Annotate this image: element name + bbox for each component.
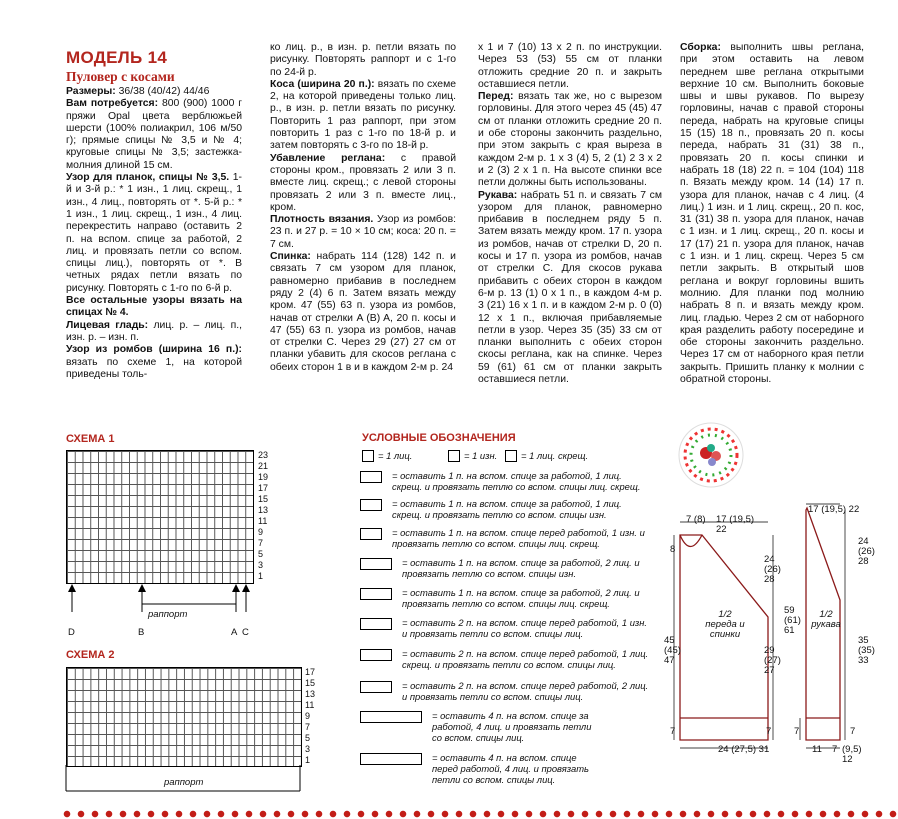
paragraph-heading: Сборка: <box>680 42 721 53</box>
arrow-d: D <box>68 627 75 638</box>
paragraph <box>270 79 456 153</box>
legend-symbol <box>448 450 460 462</box>
legend-symbol <box>360 681 392 693</box>
legend-item-text: = оставить 1 п. на вспом. спице за работой, 1 лиц. скрещ. и провязать петлю со вспом. спицы изн. <box>392 498 622 520</box>
schema2-grid <box>66 667 302 767</box>
legend-title: УСЛОВНЫЕ ОБОЗНАЧЕНИЯ <box>362 432 516 444</box>
row-number: 7 <box>305 722 311 732</box>
paragraph-text: 1-й и 3-й р.: * 1 изн., 1 лиц. скрещ., 1 изн., 4 лиц., повторять от *. 5-й р.: * 1 изн., 1 лиц. скрещ., 1 изн., 4 лиц. перекрестить направо (оставить 2 п. на вспом. спице за работой, 2 лиц. и провязать петли со вспом. спицы лиц.), повторять от *. В четных рядах петли вязать по рисунку. Повторять с 1-го по 6-й р. <box>66 172 242 294</box>
paragraph-heading: Вам потребуется: <box>66 98 159 110</box>
paragraph-text: вязать по схеме 2, на которой приведены только лиц. р., в изн. р. петли вязать по рисунку. Повторить 1 раз раппорт, при этом повторить 1 раз с 1-го по 18-й р. и затем повторять с 3-го по 18-й р. <box>270 78 456 152</box>
paragraph-heading: Спинка: <box>270 251 311 263</box>
body-29: 29 (27) 27 <box>764 645 781 676</box>
row-number: 15 <box>305 678 316 688</box>
legend-item-text: = оставить 1 п. на вспом. спице за работой, 1 лиц. скрещ. и провязать петлю со вспом. спицы лиц. скрещ. <box>392 470 641 492</box>
legend-item-text: = оставить 4 п. на вспом. спице за работой, 4 лиц. и провязать петли со вспом. спицы лиц. <box>432 710 592 743</box>
row-number: 15 <box>258 494 269 504</box>
sleeve-bottom-a: 11 <box>812 744 822 755</box>
legend-symbol <box>360 618 392 630</box>
legend-item-text: = оставить 1 п. на вспом. спице за работой, 2 лиц. и провязать петлю со вспом. спицы изн. <box>402 557 640 579</box>
paragraph <box>478 91 662 189</box>
legend-symbol <box>360 649 392 661</box>
paragraph-text: 36/38 (40/42) 44/46 <box>115 86 210 97</box>
paragraph-text: х 1 и 7 (10) 13 х 2 п. по инструкции. Через 53 (53) 55 см от планки отложить средние 20 п. и закрыть оставшиеся петли. <box>478 42 662 90</box>
legend-item-text: = оставить 2 п. на вспом. спице перед работой, 2 лиц. и провязать петли со вспом. спицы лиц. <box>402 680 649 702</box>
row-number: 13 <box>305 689 316 699</box>
sleeve-bottom-b: 7 <box>832 744 838 755</box>
sleeve-top: 17 (19,5) 22 <box>808 504 860 515</box>
sleeve-35: 35 (35) 33 <box>858 635 875 666</box>
body-left: 45 (45) 47 <box>664 635 681 666</box>
paragraph <box>66 295 242 320</box>
legend-basic-text: = 1 изн. <box>464 450 498 461</box>
body-8: 8 <box>670 544 676 555</box>
row-number: 11 <box>258 516 268 526</box>
row-number: 23 <box>258 450 269 460</box>
legend-basic-text: = 1 лиц. скрещ. <box>521 450 589 461</box>
arrow-b: B <box>138 627 145 638</box>
row-number: 5 <box>305 733 311 743</box>
arrow-c: C <box>242 627 249 638</box>
row-number: 9 <box>305 711 311 721</box>
schema2-rapport: раппорт <box>164 777 204 788</box>
row-number: 17 <box>258 483 269 493</box>
paragraph <box>270 153 456 214</box>
legend-item-text: = оставить 1 п. на вспом. спице перед работой, 1 изн. и провязать петлю со вспом. спицы лиц. скрещ. <box>392 527 645 549</box>
paragraph <box>680 42 864 386</box>
schema2-title: СХЕМА 2 <box>66 649 115 661</box>
legend-item-text: = оставить 4 п. на вспом. спице перед работой, 4 лиц. и провязать петли со вспом. спицы лиц. <box>432 752 589 785</box>
col-4 <box>680 42 864 386</box>
legend-symbol <box>360 471 382 483</box>
paragraph-text: с правой стороны кром., провязать 2 или 3 п. вместе лиц. скрещ.; с левой стороны провязать 2 или 3 п. вместе лиц., кром. <box>270 152 456 213</box>
row-number: 17 <box>305 667 316 677</box>
legend-symbol <box>360 528 382 540</box>
paragraph-heading: Плотность вязания. <box>270 214 374 226</box>
arrow-a: A <box>231 627 238 638</box>
paragraph-heading: Все остальные узоры вязать на спицах № 4. <box>66 295 242 319</box>
row-number: 3 <box>305 744 311 754</box>
body-59: 59 (61) 61 <box>784 605 801 636</box>
sleeve-7-left: 7 <box>794 726 800 737</box>
paragraph-text: Узор из ромбов: 23 п. и 27 р. = 10 × 10 см; коса: 20 п. = 7 см. <box>270 214 456 250</box>
paragraph <box>66 172 242 295</box>
row-number: 3 <box>258 560 264 570</box>
paragraph-text: ко лиц. р., в изн. р. петли вязать по рисунку. Повторять раппорт и с 1-го по 24-й р. <box>270 42 456 78</box>
paragraph-text: выполнить швы реглана, при этом оставить на левом переднем шве реглана открытыми верхние 10 см. Выполнить боковые швы и швы рукавов. По вырезу горловины, начав с правой стороны переда, набрать на круговые спицы 15 (15) 18 п., провязать 20 п. косы переда, набрать 31 (31) 38 п., провязать 20 п. косы спинки и набрать 18 (18) 22 п. = 104 (104) 118 п. Вязать между кром. 14 (14) 17 п. узора для планок, начав с 4 лиц. (4 лиц.) 1 изн. и 1 лиц. скрещ., 20 п. кос, 31 (31) 38 п. узора для планок, начав с 1 изн. и 1 лиц. скрещ., 20 п. косы и 17 (17) 21 п. узора для планок, начав с 1 изн. и 1 лиц. скрещ. Через 5 см петли закрыть. В открытый шов реглана и вокруг горловины вшить молнию. Для планки под молнию набрать 8 п. и вязать между кром. лиц. гладью. Через 2 см от наборного края разделить работу посередине и обе стороны закончить раздельно. Через 17 см от наборного края петли закрыть. Пришить планку к молнии с обратной стороны. <box>680 42 864 386</box>
legend-item-text: = оставить 1 п. на вспом. спице за работой, 2 лиц. и провязать петлю со вспом. спицы лиц. скрещ. <box>402 587 640 609</box>
body-bottom: 24 (27,5) 31 <box>718 744 770 755</box>
paragraph-heading: Перед: <box>478 91 514 103</box>
paragraph-text: лиц. р. – лиц. п., изн. р. – изн. п. <box>66 319 242 343</box>
paragraph-text: набрать 51 п. и связать 7 см узором для планок, равномерно прибавив в последнем ряду 5 п. Затем вязать между кром. 17 п. узора из ромбов, начав от стрелки D, 20 п. косы и 17 п. узора из ромбов, начав от стрелки C. Для скосов рукава прибавить с обеих сторон в каждом 6-м р. 13 (1) 0 х 1 п., в каждом 4-м р. 3 (21) 16 х 1 п. и в каждом 2-м р. 0 (0) 12 х 1 п., включая прибавляемые петли в узор. Через 35 (35) 33 см от планки выполнить с обеих сторон скосы реглана, как на спинке. Через 59 (61) 61 см от планки закрыть оставшиеся петли. <box>478 189 662 386</box>
sleeve-right-top: 24 (26) 28 <box>858 536 875 567</box>
schema1-title: СХЕМА 1 <box>66 433 115 445</box>
paragraph-text: набрать 114 (128) 142 п. и связать 7 см узором для планок, равномерно прибавив в последнем ряду 2 (4) 6 п. Затем вязать между кром. 47 (55) 63 п. узора из ромбов, начав от стрелки A (B) A, 20 п. косы и 47 (55) 63 п. узора из ромбов, начав от стрелки C. Через 29 (27) 27 см от планки убавить для скосов реглана с обеих сторон 1 в и в каждом 2-м р. 24 <box>270 251 456 373</box>
body-top-left: 7 (8) <box>686 514 706 525</box>
row-number: 1 <box>305 755 311 765</box>
paragraph-heading: Лицевая гладь: <box>66 319 149 331</box>
model-title: МОДЕЛЬ 14 <box>66 48 168 67</box>
col-3 <box>478 42 662 386</box>
schema1-grid <box>66 450 254 584</box>
legend-symbol <box>360 558 392 570</box>
flower-logo <box>676 420 746 490</box>
body-label: 1/2 переда и спинки <box>705 609 745 640</box>
sleeve-bottom-c: (9,5) 12 <box>842 744 862 765</box>
row-number: 19 <box>258 472 269 482</box>
paragraph <box>66 320 242 345</box>
paragraph-text: вязать так же, но с вырезом горловины. Для этого через 45 (45) 47 см от планки отложить средние 20 п. и обе стороны закончить раздельно, при этом закрыть с края выреза в каждом 2-м р. 1 х 3 (4) 5, 2 (1) 2 3 х 2 и 2 (3) 2 х 1 п. На высоте спинки все петли должны быть использованы. <box>478 91 662 189</box>
body-top-mid: 17 (19,5) 22 <box>716 514 755 535</box>
paragraph-heading: Узор для планок, спицы № 3,5. <box>66 172 230 184</box>
legend-item-text: = оставить 2 п. на вспом. спице перед работой, 1 лиц. скрещ. и провязать петли со вспом. спицы лиц. <box>402 648 649 670</box>
row-number: 1 <box>258 571 264 581</box>
paragraph <box>66 344 242 381</box>
model-subtitle: Пуловер с косами <box>66 69 175 84</box>
paragraph <box>478 190 662 387</box>
paragraph-text: 800 (900) 1000 г пряжи Opal цвета верблюжьей шерсти (100% полиакрил, 106 м/50 г); прямые спицы № 3,5 и № 4; круговые спицы № 3,5; застежка-молния длиной 15 см. <box>66 98 243 171</box>
legend-symbol <box>360 588 392 600</box>
body-7-right: 7 <box>766 726 772 737</box>
col-1 <box>66 48 242 381</box>
paragraph <box>270 42 456 79</box>
row-number: 11 <box>305 700 315 710</box>
legend-basic-text: = 1 лиц. <box>378 450 413 461</box>
paragraph-heading: Убавление реглана: <box>270 152 386 164</box>
paragraph <box>270 214 456 251</box>
legend-symbol <box>360 753 422 765</box>
paragraph-text: вязать по схеме 1, на которой приведены толь- <box>66 356 242 380</box>
body-right-top: 24 (26) 28 <box>764 554 781 585</box>
row-number: 21 <box>258 461 269 471</box>
col-2 <box>270 42 456 374</box>
row-number: 7 <box>258 538 264 548</box>
sleeve-label: 1/2 рукава <box>811 609 841 630</box>
sleeve-7-right: 7 <box>850 726 856 737</box>
legend-symbol <box>362 450 374 462</box>
paragraph <box>66 86 242 98</box>
legend-symbol <box>505 450 517 462</box>
dotted-border <box>60 809 898 819</box>
row-number: 13 <box>258 505 269 515</box>
schema1-rapport: раппорт <box>148 609 188 620</box>
paragraph-heading: Узор из ромбов (ширина 16 п.): <box>66 344 242 356</box>
paragraph-heading: Коса (ширина 20 п.): <box>270 78 375 90</box>
row-number: 9 <box>258 527 264 537</box>
body-7-left: 7 <box>670 726 676 737</box>
legend-symbol <box>360 499 382 511</box>
paragraph <box>478 42 662 91</box>
paragraph-heading: Рукава: <box>478 189 518 201</box>
row-number: 5 <box>258 549 264 559</box>
paragraph <box>66 98 242 172</box>
col1-body <box>66 86 242 381</box>
legend-item-text: = оставить 2 п. на вспом. спице перед работой, 1 изн. и провязать петли со вспом. спицы лиц. <box>402 617 648 639</box>
paragraph <box>270 251 456 374</box>
paragraph-heading: Размеры: <box>66 86 116 97</box>
legend-symbol <box>360 711 422 723</box>
